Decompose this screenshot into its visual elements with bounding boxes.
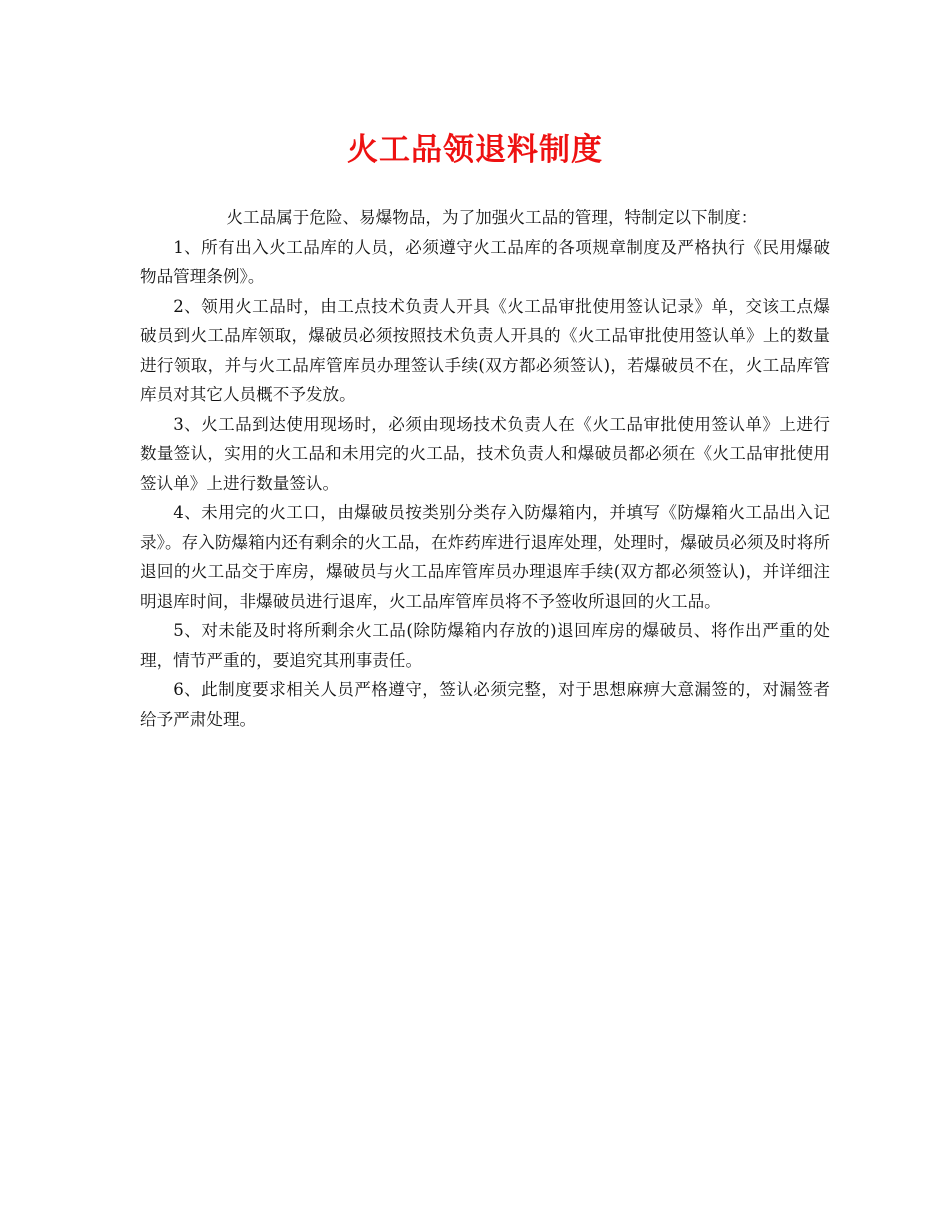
intro-paragraph: 火工品属于危险、易爆物品，为了加强火工品的管理，特制定以下制度： [226,208,758,227]
page-title: 火工品领退料制度 [347,132,603,168]
rule-paragraph-6: 6、此制度要求相关人员严格遵守，签认必须完整，对于思想麻痹大意漏签的，对漏签者给予严肃处理。 [140,680,830,729]
document-body [140,203,830,734]
rule-paragraph-3: 3、火工品到达使用现场时，必须由现场技术负责人在《火工品审批使用签认单》上进行数量签认，实用的火工品和未用完的火工品，技术负责人和爆破员都必须在《火工品审批使用签认单》上进行数量签认。 [140,414,830,493]
rule-paragraph-2: 2、领用火工品时，由工点技术负责人开具《火工品审批使用签认记录》单，交该工点爆破员到火工品库领取，爆破员必须按照技术负责人开具的《火工品审批使用签认单》上的数量进行领取，并与火工品库管库员办理签认手续(双方都必须签认)，若爆破员不在，火工品库管库员对其它人员概不予发放。 [140,296,830,404]
rule-paragraph-4: 4、未用完的火工口，由爆破员按类别分类存入防爆箱内，并填写《防爆箱火工品出入记录》。存入防爆箱内还有剩余的火工品，在炸药库进行退库处理，处理时，爆破员必须及时将所退回的火工品交于库房，爆破员与火工品库管库员办理退库手续(双方都必须签认)，并详细注明退库时间，非爆破员进行退库，火工品库管库员将不予签收所退回的火工品。 [140,503,830,611]
rule-paragraph-1: 1、所有出入火工品库的人员，必须遵守火工品库的各项规章制度及严格执行《民用爆破物品管理条例》。 [140,237,830,286]
rule-paragraph-5: 5、对未能及时将所剩余火工品(除防爆箱内存放的)退回库房的爆破员、将作出严重的处理，情节严重的，要追究其刑事责任。 [140,621,830,670]
